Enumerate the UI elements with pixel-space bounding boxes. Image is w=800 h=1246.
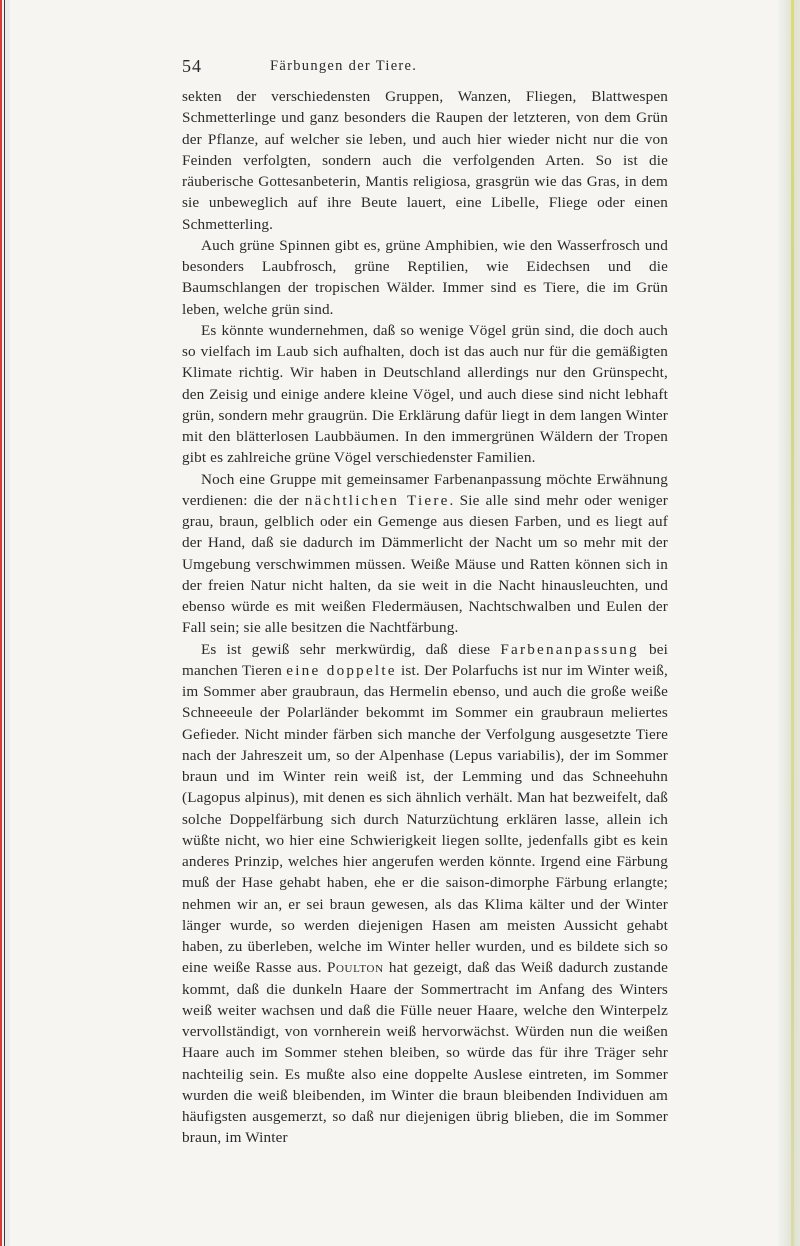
paragraph: Auch grüne Spinnen gibt es, grüne Amphibien, wie den Wasserfrosch und besonders Laubfrosch, grüne Reptilien, wie Eidechsen und die Baumschlangen der tropischen Wälder. Immer sind es Tiere, die im Grün leben, welche grün sind.: [182, 236, 668, 318]
paragraph-text: Es ist gewiß sehr merkwürdig, daß diese: [201, 640, 501, 658]
page-left-edge: [0, 0, 10, 1246]
paragraph-text: . Sie alle sind mehr oder weniger grau, braun, gelblich oder ein Gemenge aus diesen Farben, und es liegt auf der Hand, daß sie dadurch im Dämmerlicht der Nacht um so mehr mit der Umgebung verschwimmen müssen. Weiße Mäuse und Ratten können sich in der freien Natur nicht halten, da sie weit in die Nacht hinausleuchten, und ebenso würde es mit weißen Fledermäusen, Nachtschwalben und Eulen der Fall sein; sie alle besitzen die Nachtfärbung.: [182, 491, 668, 637]
page-header: [182, 56, 662, 86]
spaced-emphasis: eine doppelte: [286, 661, 397, 679]
paragraph-text: ist. Der Polarfuchs ist nur im Winter weiß, im Sommer aber graubraun, das Hermelin ebenso, und auch die große weiße Schneeeule der Polarländer bekommt im Sommer ein graubraun meliertes Gefieder. Nicht minder färben sich manche der Verfolgung ausgesetzte Tiere nach der Jahreszeit um, so der Alpenhase (Lepus variabilis), der im Sommer braun und im Winter rein weiß ist, der Lemming und das Schneehuhn (Lagopus alpinus), mit denen es sich ähnlich verhält. Man hat bezweifelt, daß solche Doppelfärbung sich durch Naturzüchtung erklären lasse, allein ich wüßte nicht, wo hier eine Schwierigkeit liegen sollte, jedenfalls gibt es kein anderes Prinzip, welches hier angerufen werden könnte. Irgend eine Färbung muß der Hase gehabt haben, ehe er die saison-dimorphe Färbung erlangte; nehmen wir an, er sei braun gewesen, als das Klima kälter und der Winter länger wurde, so werden diejenigen Hasen am meisten Aussicht gehabt haben, zu überleben, welche im Winter heller wurden, und es bildete sich so eine weiße Rasse aus.: [182, 661, 669, 977]
paragraph: [182, 639, 668, 1149]
page-number: 54: [182, 56, 202, 76]
author-name: Poulton: [326, 959, 384, 977]
paragraph-text: hat gezeigt, daß das Weiß dadurch zustande kommt, daß die dunkeln Haare der Sommertracht im Anfang des Winters weiß weiter wachsen und daß die Fülle neuer Haare, welche den Winterpelz vervollständigt, von vornherein weiß hervorwächst. Würden nun die weißen Haare auch im Sommer stehen bleiben, so würde das für ihre Träger sehr nachteilig sein. Es mußte also eine doppelte Auslese eintreten, im Sommer wurden die weiß bleibenden, im Winter die braun bleibenden Individuen am häufigsten ausgemerzt, so daß nur diejenigen übrig blieben, die im Sommer braun, im Winter: [182, 959, 668, 1147]
paragraph: Es könnte wundernehmen, daß so wenige Vögel grün sind, die doch auch so vielfach im Laub sich aufhalten, doch ist das auch nur für die gemäßigten Klimate richtig. Wir haben in Deutschland allerdings nur den Grünspecht, den Zeisig und einige andere kleine Vögel, und auch diese sind nicht lebhaft grün, sondern mehr graugrün. Die Erklärung dafür liegt in dem langen Winter mit den blätterlosen Laubbäumen. In den immergrünen Wäldern der Tropen gibt es zahlreiche grüne Vögel verschiedenster Familien.: [182, 321, 668, 467]
body-text: [182, 86, 668, 1149]
page-right-edge: [778, 0, 800, 1246]
paragraph-text: bei manchen Tieren: [182, 640, 668, 679]
spaced-emphasis: Farbenanpassung: [500, 640, 639, 658]
paragraph: sekten der verschiedensten Gruppen, Wanzen, Fliegen, Blattwespen Schmetterlinge und ganz besonders die Raupen der letzteren, von dem Grün der Pflanze, auf welcher sie leben, und auch hier wieder nicht nur die von Feinden verfolgten, sondern auch die verfolgenden Arten. So ist die räuberische Gottesanbeterin, Mantis religiosa, grasgrün wie das Gras, in dem sie unbeweglich auf ihre Beute lauert, eine Libelle, Fliege oder einen Schmetterling.: [182, 88, 668, 233]
spaced-emphasis: nächtlichen Tiere: [304, 491, 450, 509]
paragraph: [182, 469, 668, 639]
running-head: Färbungen der Tiere.: [270, 58, 418, 74]
paragraph-text: Noch eine Gruppe mit gemeinsamer Farbenanpassung möchte Erwähnung verdienen: die der: [182, 470, 668, 509]
